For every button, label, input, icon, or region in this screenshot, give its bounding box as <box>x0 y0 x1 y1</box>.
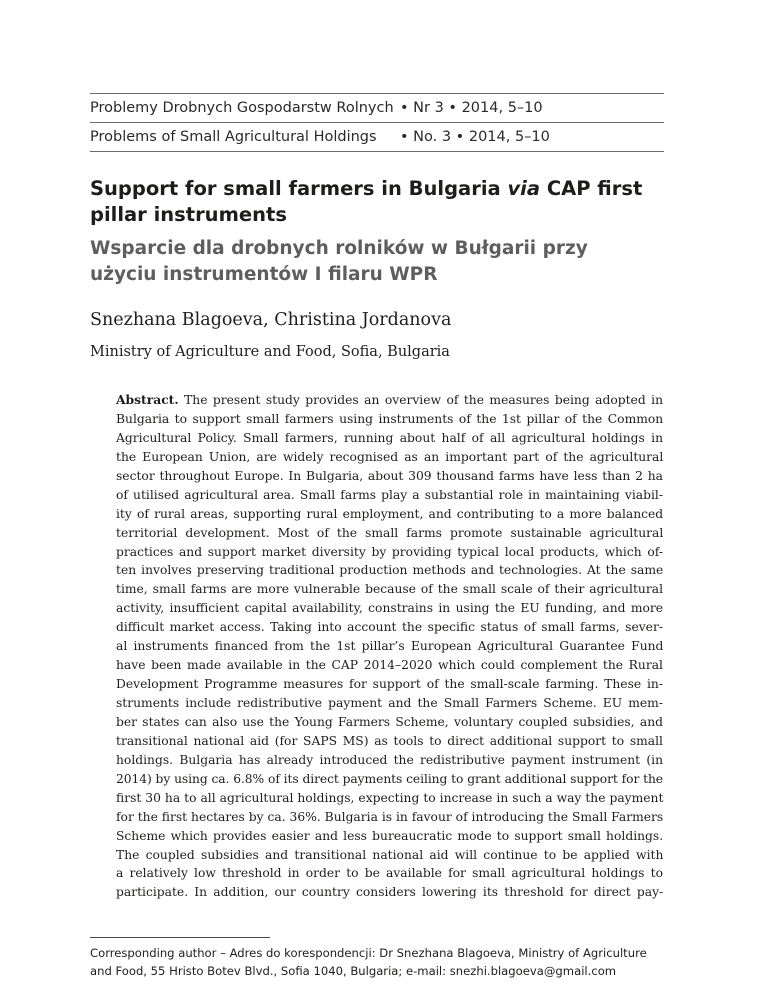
title-part-1: Support for small farmers in Bulgaria <box>90 177 508 200</box>
abstract-line: ten involves preserving traditional production methods and technologies. At the same <box>116 563 664 578</box>
affiliation: Ministry of Agriculture and Food, Sofia, Bulgaria <box>90 344 450 360</box>
abstract-line: territorial development. Most of the small farms promote sustainable agricultural <box>116 525 664 540</box>
abstract-line: have been made available in the CAP 2014–2020 which could complement the Rural <box>116 658 663 673</box>
abstract-line: Development Programme measures for support of the small-scale farming. These in- <box>116 677 663 692</box>
abstract-line: Scheme which provides easier and less bureaucratic mode to support small holdings. <box>116 828 664 843</box>
title-part-2: CAP first pillar instruments <box>90 177 643 226</box>
abstract-line: 2014) by using ca. 6.8% of its direct payments ceiling to grant additional support for the <box>116 771 663 786</box>
abstract-line: al instruments financed from the 1st pillar’s European Agricultural Guarantee Fund <box>116 639 664 654</box>
volume-info-en: • No. 3 • 2014, 5–10 <box>400 129 550 145</box>
abstract-line: difficult market access. Taking into account the specific status of small farms, sever- <box>116 620 663 635</box>
title-italic-word: via <box>507 177 541 200</box>
abstract-line: for the first hectares by ca. 36%. Bulgaria is in favour of introducing the Small Farmers <box>116 809 664 824</box>
abstract-line: first 30 ha to all agricultural holdings, expecting to increase in such a way the payment <box>116 790 664 805</box>
abstract-line: ity of rural areas, supporting rural employment, and contributing to a more balanced <box>116 506 664 521</box>
abstract-line: sector throughout Europe. In Bulgaria, about 309 thousand farms have less than 2 ha <box>116 468 663 483</box>
abstract-line: participate. In addition, our country considers lowering its threshold for direct pay- <box>116 885 664 900</box>
abstract-label: Abstract. <box>116 392 179 407</box>
abstract-line: struments include redistributive payment and the Small Farmers Scheme. EU mem- <box>116 696 663 710</box>
volume-info-pl: • Nr 3 • 2014, 5–10 <box>400 100 543 116</box>
abstract <box>116 391 663 902</box>
authors: Snezhana Blagoeva, Christina Jordanova <box>90 310 452 330</box>
journal-title-pl: Problemy Drobnych Gospodarstw Rolnych <box>90 100 394 116</box>
abstract-line: Abstract. The present study provides an overview of the measures being adopted in <box>116 392 663 407</box>
abstract-line: transitional national aid (for SAPS MS) as tools to direct additional support to small <box>116 733 663 748</box>
journal-header-row-pl <box>90 94 664 123</box>
footnote <box>90 944 666 980</box>
abstract-line: Bulgaria to support small farmers using instruments of the 1st pillar of the Common <box>116 411 664 426</box>
abstract-line: time, small farms are more vulnerable because of the small scale of their agricultural <box>116 582 663 597</box>
journal-header-row-en <box>90 123 664 151</box>
footnote-line: Corresponding author – Adres do korespondencji: Dr Snezhana Blagoeva, Ministry of Agriculture <box>90 946 647 960</box>
abstract-line: holdings. Bulgaria has already introduced the redistributive payment instrument (in <box>116 752 663 767</box>
abstract-line: practices and support market diversity by providing typical local products, which of- <box>116 544 663 559</box>
abstract-line: a relatively low threshold in order to be available for small agricultural holdings to <box>116 866 663 881</box>
abstract-line: ber states can also use the Young Farmers Scheme, voluntary coupled subsidies, and <box>116 714 663 729</box>
article-subtitle: Wsparcie dla drobnych rolników w Bułgarii przy użyciu instrumentów I filaru WPR <box>90 238 588 285</box>
footnote-divider <box>90 937 270 938</box>
article-title <box>90 176 670 228</box>
abstract-line: of utilised agricultural area. Small farms play a substantial role in maintaining viabil- <box>116 487 663 502</box>
abstract-line: Agricultural Policy. Small farmers, running about half of all agricultural holdings in <box>116 430 664 445</box>
abstract-line: the European Union, are widely recognised as an important part of the agricultural <box>116 449 664 464</box>
journal-header <box>90 93 664 152</box>
journal-title-en: Problems of Small Agricultural Holdings <box>90 129 377 145</box>
abstract-line: The coupled subsidies and transitional national aid will continue to be applied with <box>116 847 664 862</box>
footnote-line: and Food, 55 Hristo Botev Blvd., Sofia 1040, Bulgaria; e-mail: snezhi.blagoeva@gmail.com <box>90 964 617 978</box>
abstract-line: activity, insufficient capital availability, constrains in using the EU funding, and more <box>116 601 664 616</box>
